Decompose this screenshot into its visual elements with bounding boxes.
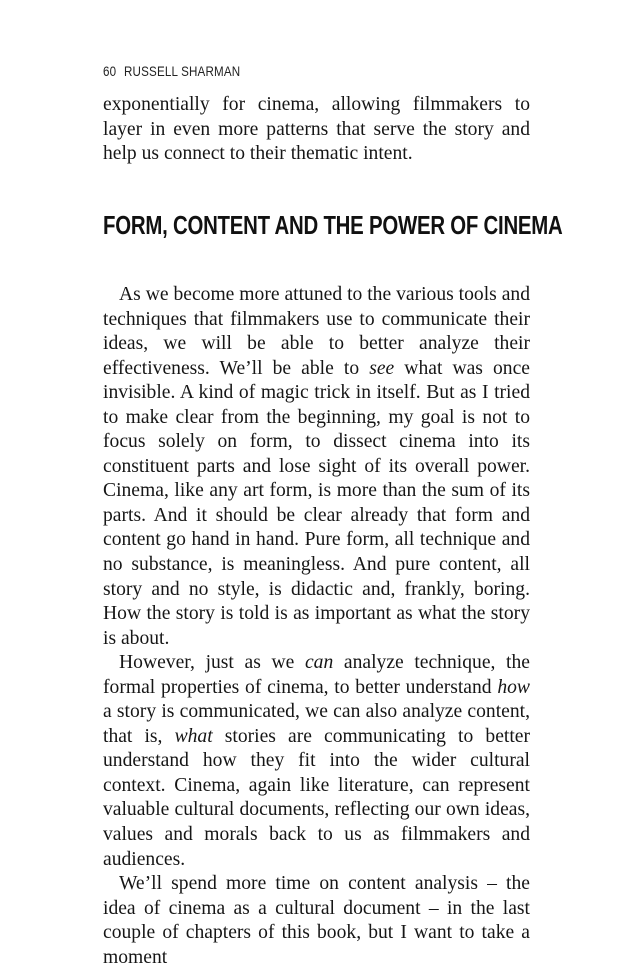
running-title: RUSSELL SHARMAN xyxy=(124,64,241,79)
emphasis-what: what xyxy=(174,725,213,747)
section-body xyxy=(103,283,530,970)
body-paragraph-3: We’ll spend more time on content analysis – the idea of cinema as a cultural document – in the last couple of chapters of this book, but I want to take a moment xyxy=(103,873,530,968)
running-header xyxy=(103,64,240,79)
body-paragraph-1 xyxy=(103,283,530,651)
text-run: analyze technique, the formal properties of cinema, to better understand xyxy=(103,652,530,698)
emphasis-can: can xyxy=(304,652,334,674)
text-run: what was once invisible. A kind of magic trick in itself. But as I tried to make clear from the beginning, my goal is not to focus solely on form, to dissect cinema into its constituent parts and lose sight of its overall power. Cinema, like any art form, is more than the sum of its parts. And it should be clear already that form and content go hand in hand. Pure form, all technique and no substance, is meaningless. And pure content, all story and no style, is didactic and, frankly, boring. How the story is told is as important as what the story is about. xyxy=(103,357,530,649)
section-heading: FORM, CONTENT AND THE POWER OF CINEMA xyxy=(103,212,563,240)
page-number: 60 xyxy=(103,64,117,79)
text-run: a story is communicated, we can also analyze content, that is, xyxy=(103,701,530,747)
text-run: As we become more attuned to the various tools and techniques that filmmakers use to communicate their ideas, we will be able to better analyze their effectiveness. We’ll be able to xyxy=(103,284,530,379)
body-paragraph-2 xyxy=(103,651,530,872)
emphasis-how: how xyxy=(497,676,530,698)
text-run: stories are communicating to better understand how they fit into the wider cultural context. Cinema, again like literature, can represent valuable cultural documents, reflecting our own ideas, values and morals back to us as filmmakers and audiences. xyxy=(103,725,530,870)
continuation-paragraph: exponentially for cinema, allowing filmmakers to layer in even more patterns that serve the story and help us connect to their thematic intent. xyxy=(103,94,530,165)
emphasis-see: see xyxy=(369,357,395,379)
text-run: However, just as we xyxy=(119,652,305,674)
